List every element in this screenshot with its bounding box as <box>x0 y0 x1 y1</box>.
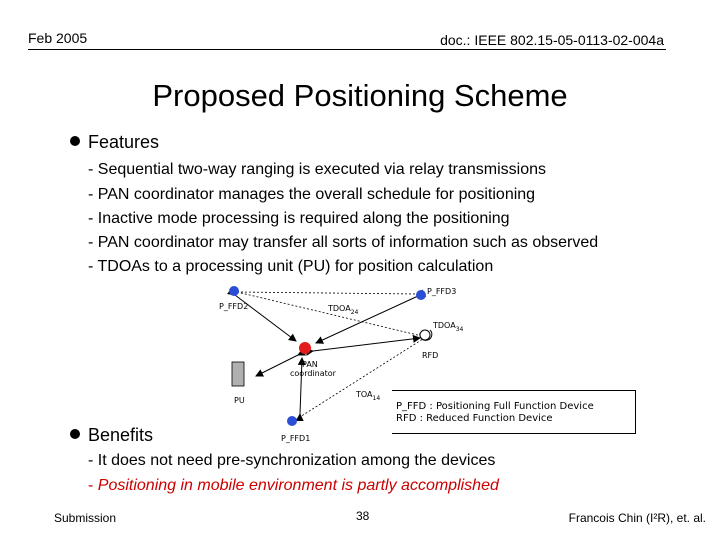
benefit-dash: - <box>88 477 98 494</box>
header-date: Feb 2005 <box>28 30 88 46</box>
header-doc-id: doc.: IEEE 802.15-05-0113-02-004a <box>440 32 664 48</box>
tdoa34-main: TDOA <box>433 321 456 330</box>
toa14-main: TOA <box>356 390 373 399</box>
features-heading: Features <box>88 132 160 152</box>
tdoa34-sub: 34 <box>455 326 464 333</box>
pan-coordinator-node <box>299 342 311 354</box>
bullet-icon <box>70 429 80 439</box>
diagram-legend <box>392 390 636 434</box>
tdoa34-label <box>432 321 464 333</box>
benefit-line: - It does not need pre-synchronization among the devices <box>88 452 496 469</box>
tdoa24-sub: 24 <box>350 309 359 316</box>
benefits-heading: Benefits <box>88 425 154 445</box>
feature-line: - Sequential two-way ranging is executed via relay transmissions <box>88 161 546 178</box>
feature-line: - Inactive mode processing is required along the positioning <box>88 210 510 227</box>
feature-line: - PAN coordinator may transfer all sorts of information such as observed <box>88 234 599 251</box>
legend-line: P_FFD : Positioning Full Function Device <box>396 401 594 412</box>
rfd-node <box>420 330 430 340</box>
slide-title: Proposed Positioning Scheme <box>152 78 568 113</box>
feature-line: - PAN coordinator manages the overall schedule for positioning <box>88 186 536 203</box>
benefit-highlight-text: Positioning in mobile environment is partly accomplished <box>97 477 499 494</box>
p-ffd3-label: P_FFD3 <box>427 287 457 296</box>
p-ffd1-label: P_FFD1 <box>281 434 311 443</box>
pu-label: PU <box>234 396 245 405</box>
toa14-sub: 14 <box>372 395 381 402</box>
feature-line: - TDOAs to a processing unit (PU) for position calculation <box>88 258 494 275</box>
page-number: 38 <box>356 509 370 523</box>
p-ffd2-label: P_FFD2 <box>219 302 249 311</box>
pan-label: PAN <box>302 360 318 369</box>
dotted-link <box>237 292 426 337</box>
benefit-line-highlight <box>88 477 499 495</box>
p-ffd1-node <box>287 416 297 426</box>
tdoa24-main: TDOA <box>328 304 351 313</box>
link-arrow <box>313 338 420 351</box>
rfd-label: RFD <box>422 351 439 360</box>
footer-submission: Submission <box>54 511 117 525</box>
pu-node <box>232 362 244 386</box>
coordinator-label: coordinator <box>290 369 336 378</box>
toa14-label <box>355 390 380 402</box>
legend-line: RFD : Reduced Function Device <box>396 413 553 424</box>
dotted-link <box>237 292 418 294</box>
p-ffd3-node <box>416 290 426 300</box>
footer-author: Francois Chin (I²R), et. al. <box>568 511 706 525</box>
p-ffd3-node <box>229 286 239 296</box>
